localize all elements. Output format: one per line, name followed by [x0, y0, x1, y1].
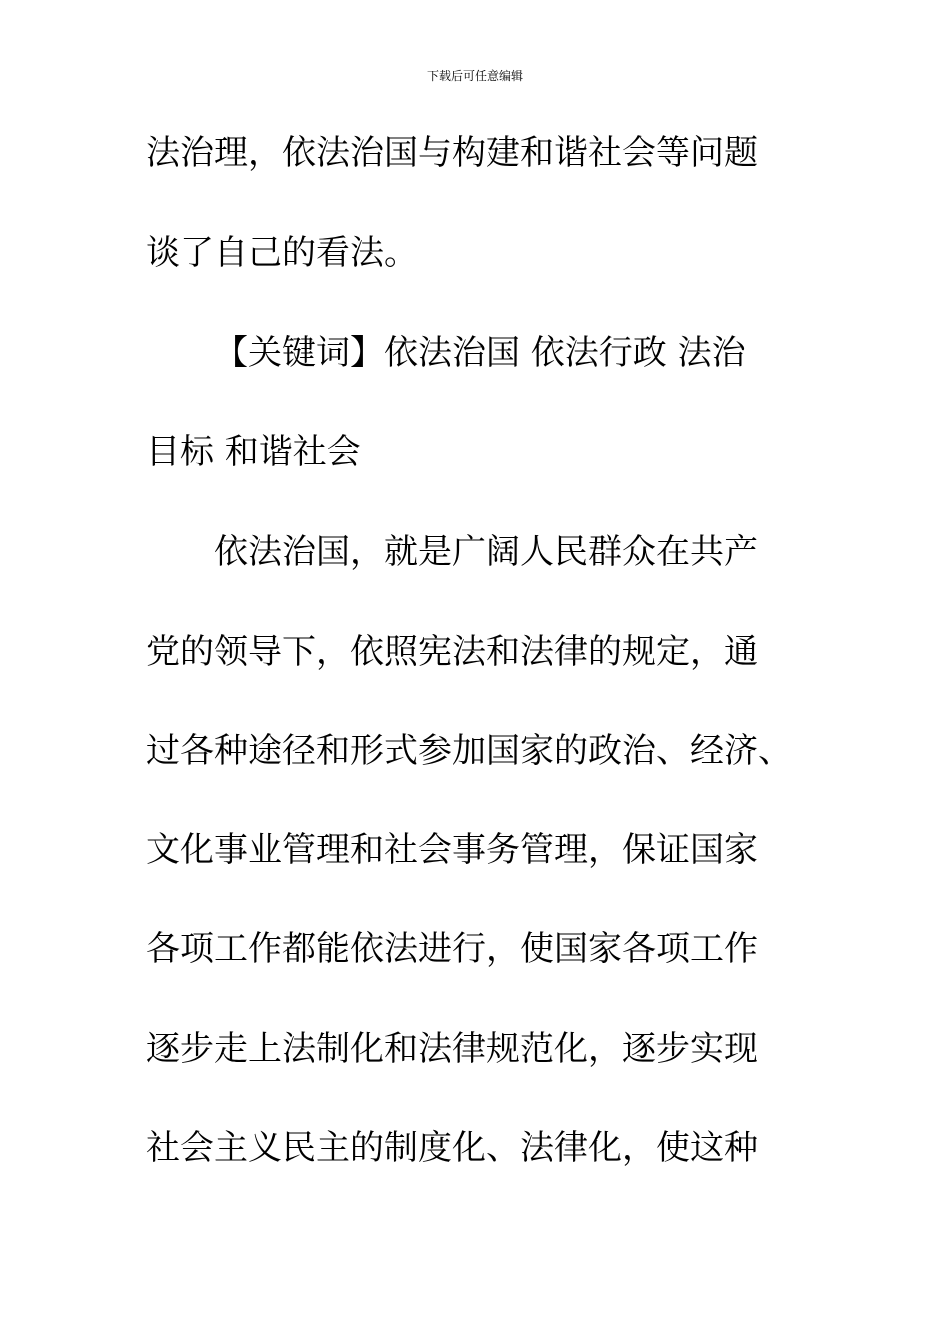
body-line-8: 文化事业管理和社会事务管理，保证国家 — [146, 830, 758, 870]
body-line-6: 党的领导下，依照宪法和法律的规定，通 — [146, 632, 758, 672]
page-header: 下载后可任意编辑 — [426, 69, 523, 83]
body-line-1: 法治理，依法治国与构建和谐社会等问题 — [146, 133, 758, 173]
keywords-line-2: 目标 和谐社会 — [146, 432, 361, 472]
body-line-5: 依法治国，就是广阔人民群众在共产 — [214, 532, 758, 572]
body-line-11: 社会主义民主的制度化、法律化，使这种 — [146, 1128, 758, 1168]
keywords-line-1: 【关键词】依法治国 依法行政 法治 — [214, 333, 746, 373]
body-line-10: 逐步走上法制化和法律规范化，逐步实现 — [146, 1029, 758, 1069]
body-line-9: 各项工作都能依法进行，使国家各项工作 — [146, 929, 758, 969]
body-line-7: 过各种途径和形式参加国家的政治、经济、 — [146, 731, 792, 771]
body-line-2: 谈了自己的看法。 — [146, 233, 418, 273]
